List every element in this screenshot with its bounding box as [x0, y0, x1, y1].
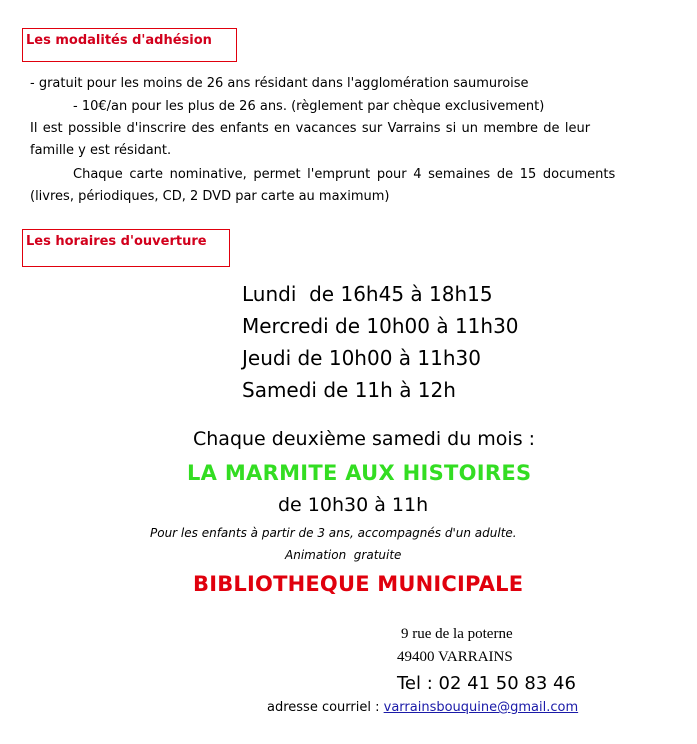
event-title: LA MARMITE AUX HISTOIRES [187, 461, 532, 485]
email-link[interactable]: varrainsbouquine@gmail.com [383, 700, 579, 715]
email-label: adresse courriel : [267, 700, 384, 715]
library-city: 49400 VARRAINS [397, 649, 513, 665]
membership-heading-text: Les modalités d'adhésion [26, 33, 212, 48]
membership-line-documents: (livres, périodiques, CD, 2 DVD par carte au maximum) [30, 189, 390, 204]
event-time: de 10h30 à 11h [278, 494, 429, 516]
library-name: BIBLIOTHEQUE MUNICIPALE [193, 572, 524, 596]
hours-heading-text: Les horaires d'ouverture [26, 234, 207, 249]
event-frequency: Chaque deuxième samedi du mois : [193, 428, 536, 450]
hours-saturday: Samedi de 11h à 12h [242, 378, 456, 402]
membership-line-children: Il est possible d'inscrire des enfants en vacances sur Varrains si un membre de leur [30, 121, 591, 136]
membership-line-card: Chaque carte nominative, permet l'emprunt pour 4 semaines de 15 documents [73, 167, 616, 182]
membership-heading [22, 28, 237, 62]
library-street: 9 rue de la poterne [401, 626, 513, 642]
library-email-line [267, 698, 578, 718]
membership-line-family: famille y est résidant. [30, 143, 172, 158]
membership-line-fee: - 10€/an pour les plus de 26 ans. (règlement par chèque exclusivement) [73, 99, 545, 114]
hours-wednesday: Mercredi de 10h00 à 11h30 [242, 314, 519, 338]
membership-line-free: - gratuit pour les moins de 26 ans résidant dans l'agglomération saumuroise [30, 76, 529, 91]
hours-thursday: Jeudi de 10h00 à 11h30 [242, 346, 481, 370]
event-note: Animation gratuite [285, 548, 402, 562]
event-audience: Pour les enfants à partir de 3 ans, accompagnés d'un adulte. [150, 526, 517, 540]
library-phone: Tel : 02 41 50 83 46 [397, 673, 576, 694]
hours-heading [22, 229, 230, 267]
hours-monday: Lundi de 16h45 à 18h15 [242, 282, 493, 306]
